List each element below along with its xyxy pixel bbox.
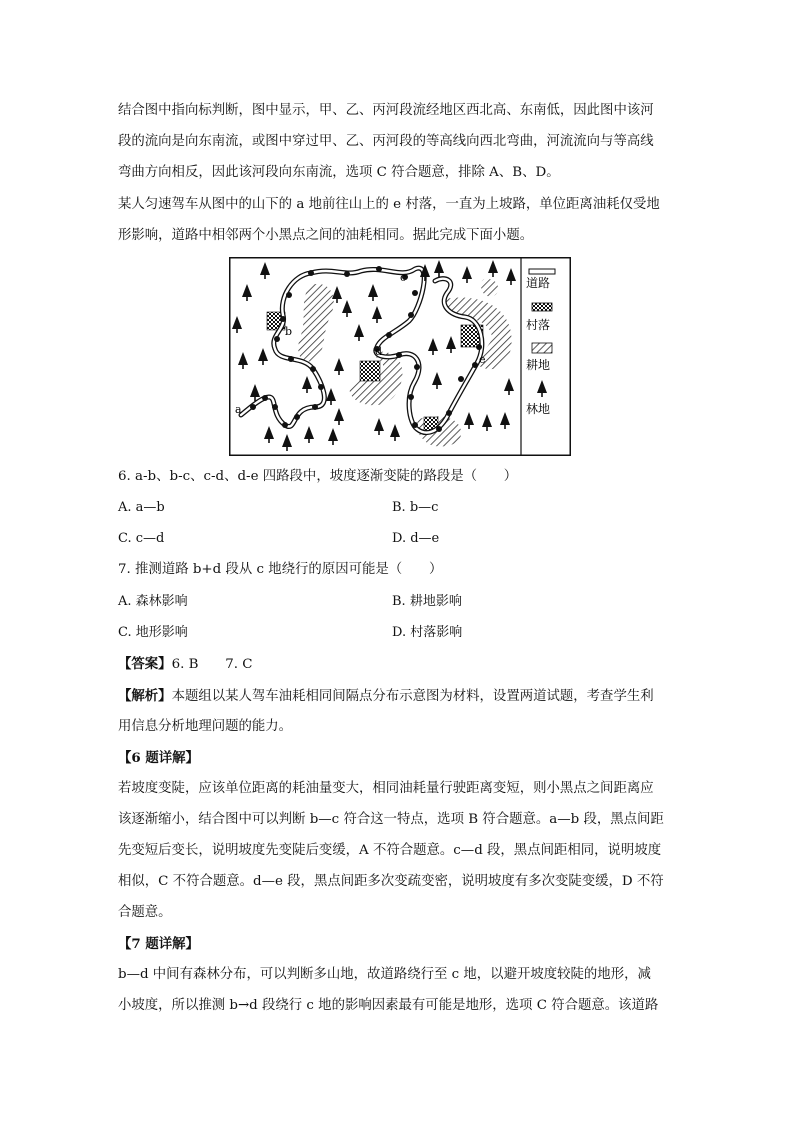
q6-option-a: A. a—b <box>118 500 165 515</box>
q7-option-b: B. 耕地影响 <box>392 594 462 609</box>
analysis-line-1 <box>118 686 654 707</box>
label-d: d <box>375 345 383 358</box>
detail7-line-1: b—d 中间有森林分布，可以判断多山地，故道路绕行至 c 地，以避开坡度较陡的地形，减 <box>118 967 651 982</box>
detail7-heading: 【7 题详解】 <box>118 936 199 952</box>
detail6-heading: 【6 题详解】 <box>118 750 199 766</box>
legend-forest: 林地 <box>526 402 551 416</box>
label-e: e <box>479 353 486 366</box>
road-map-figure <box>229 257 571 456</box>
legend-farmland: 耕地 <box>526 358 551 372</box>
q7-option-c: C. 地形影响 <box>118 625 188 640</box>
q7-stem: 7. 推测道路 b+d 段从 c 地绕行的原因可能是（ ） <box>118 562 443 577</box>
analysis-line-2: 用信息分析地理问题的能力。 <box>118 719 293 734</box>
legend-road: 道路 <box>526 276 551 290</box>
legend-village: 村落 <box>526 318 551 332</box>
label-b: b <box>285 325 293 338</box>
answer-line <box>118 654 253 675</box>
intro-line-3: 弯曲方向相反，因此该河段向东南流，选项 C 符合题意，排除 A、B、D。 <box>118 165 560 180</box>
stem-line-1: 某人匀速驾车从图中的山下的 a 地前往山上的 e 村落，一直为上坡路，单位距离油耗仅受地 <box>118 197 660 212</box>
q6-option-d: D. d—e <box>392 531 440 546</box>
analysis-text-1: 本题组以某人驾车油耗相同间隔点分布示意图为材料，设置两道试题，考查学生利 <box>171 689 654 704</box>
detail6-line-3: 先变短后变长，说明坡度先变陡后变缓，A 不符合题意。c—d 段，黑点间距相同，说明坡度 <box>118 843 662 858</box>
answer-label: 【答案】 <box>118 656 172 672</box>
detail6-line-2: 该逐渐缩小，结合图中可以判断 b—c 符合这一特点，选项 B 符合题意。a—b 段，黑点间距 <box>118 812 664 827</box>
detail6-line-1: 若坡度变陡，应该单位距离的耗油量变大，相同油耗量行驶距离变短，则小黑点之间距离应 <box>118 781 654 796</box>
q6-option-b: B. b—c <box>392 500 439 515</box>
label-c: c <box>400 271 407 284</box>
detail6-line-4: 相似，C 不符合题意。d—e 段，黑点间距多次变疏变密，说明坡度有多次变陡变缓，D 不符 <box>118 874 664 889</box>
detail7-line-2: 小坡度，所以推测 b→d 段绕行 c 地的影响因素最有可能是地形，选项 C 符合题意。该道路 <box>118 998 659 1013</box>
q6-option-c: C. c—d <box>118 531 165 546</box>
q7-option-a: A. 森林影响 <box>118 594 188 609</box>
stem-line-2: 形影响，道路中相邻两个小黑点之间的油耗相同。据此完成下面小题。 <box>118 228 534 243</box>
analysis-label: 【解析】 <box>118 688 172 704</box>
intro-line-2: 段的流向是向东南流，或图中穿过甲、乙、丙河段的等高线向西北弯曲，河流流向与等高线 <box>118 134 654 149</box>
q6-stem: 6. a-b、b-c、c-d、d-e 四路段中，坡度逐渐变陡的路段是（ ） <box>118 469 518 484</box>
label-a: a <box>235 403 242 416</box>
detail6-line-5: 合题意。 <box>118 905 172 920</box>
answer-text: 6. B 7. C <box>171 657 253 672</box>
intro-line-1: 结合图中指向标判断，图中显示，甲、乙、丙河段流经地区西北高、东南低，因此图中该河 <box>118 103 654 118</box>
q7-option-d: D. 村落影响 <box>392 625 463 640</box>
